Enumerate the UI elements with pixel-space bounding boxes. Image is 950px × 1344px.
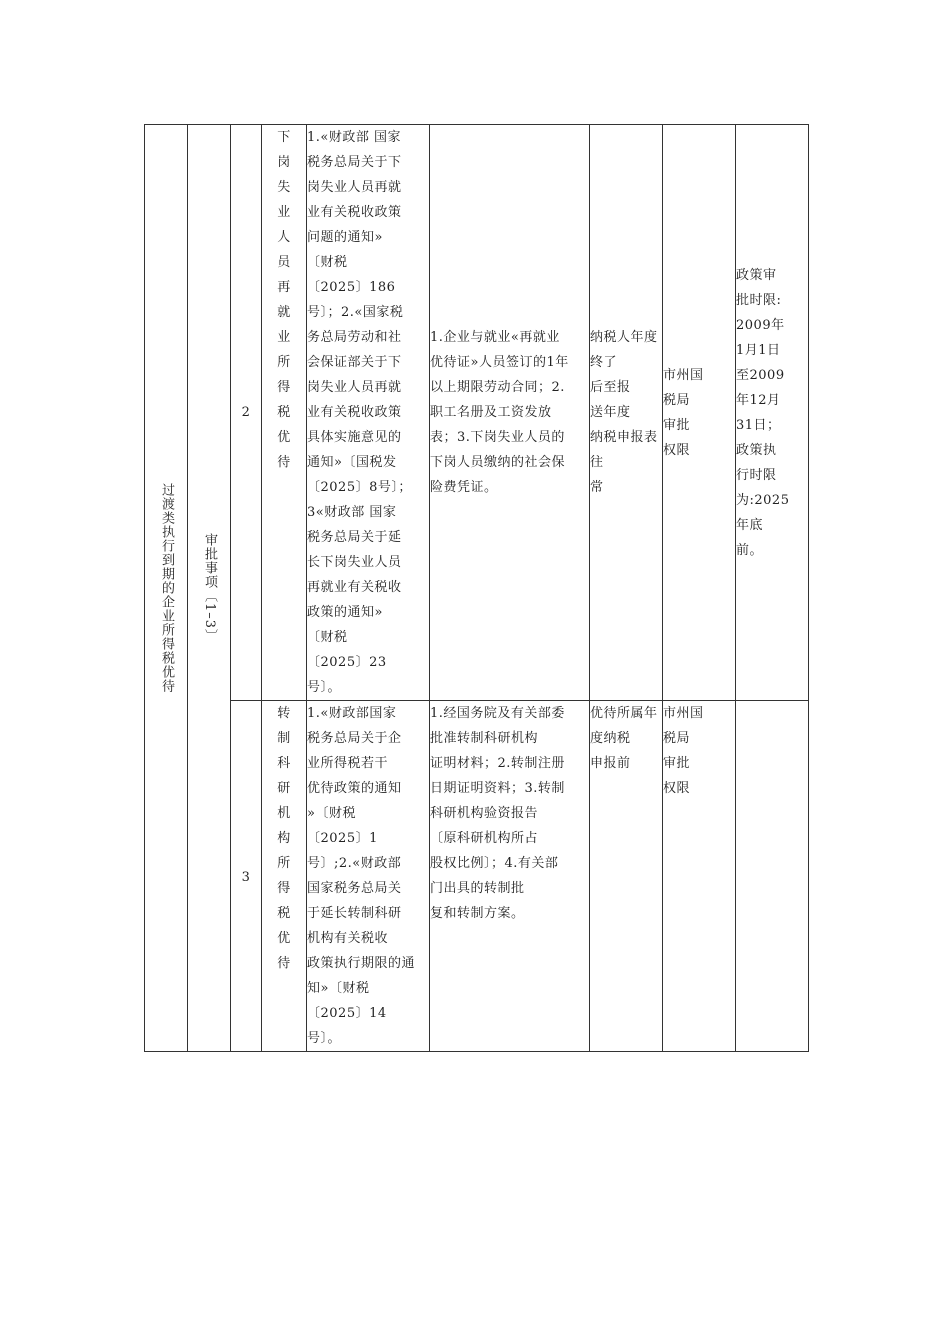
subcategory-cell <box>188 125 231 1052</box>
subcategory-label: 审批事项〔1–3〕 <box>202 532 217 644</box>
item-char: 所 <box>277 856 291 871</box>
item-char: 就 <box>277 305 291 320</box>
item-char: 机 <box>277 806 291 821</box>
row-number: 3 <box>231 701 262 1052</box>
policy-table <box>144 124 809 1052</box>
item-name-cell <box>262 125 307 701</box>
required-materials: 1.企业与就业«再就业 优待证»人员签订的1年 以上期限劳动合同；2. 职工名册及工资发放 表；3.下岗失业人员的 下岗人员缴纳的社会保 险费凭证。 <box>430 125 590 701</box>
item-char: 转 <box>277 706 291 721</box>
item-char: 优 <box>277 430 291 445</box>
category-cell <box>145 125 188 1052</box>
item-name-cell <box>262 701 307 1052</box>
item-char: 税 <box>277 405 291 420</box>
policy-basis: 1.«财政部 国家 税务总局关于下 岗失业人员再就 业有关税收政策 问题的通知» 〔财税 〔2025〕186 号〕；2.«国家税 务总局劳动和社 会保证部关于下 岗失业人员再就 业有关税收政策 具体实施意见的 通知»〔国税发 〔2025〕8号〕； 3«财政部 国家 税务总局关于延 长下岗失业人员 再就业有关税收 政策的通知» 〔财税 〔2025〕23 号〕。 <box>307 125 430 701</box>
item-char: 研 <box>277 781 291 796</box>
item-char: 税 <box>277 906 291 921</box>
item-char: 待 <box>277 956 291 971</box>
item-char: 科 <box>277 756 291 771</box>
approval-authority: 市州国 税局 审批 权限 <box>663 125 736 701</box>
submission-deadline: 纳税人年度终了 后至报 送年度 纳税申报表往 常 <box>590 125 663 701</box>
item-char: 员 <box>277 255 291 270</box>
policy-basis: 1.«财政部国家 税务总局关于企 业所得税若干 优待政策的通知 »〔财税 〔2025〕1 号〕;2.«财政部 国家税务总局关 于延长转制科研 机构有关税收 政策执行期限的通 知»〔财税 〔2025〕14 号〕。 <box>307 701 430 1052</box>
policy-period <box>736 701 809 1052</box>
item-char: 优 <box>277 931 291 946</box>
item-char: 得 <box>277 380 291 395</box>
item-char: 制 <box>277 731 291 746</box>
table-row <box>145 701 809 1052</box>
item-char: 人 <box>277 230 291 245</box>
category-label: 过渡类执行到期的企业所得税优待 <box>159 483 174 693</box>
item-char: 再 <box>277 280 291 295</box>
required-materials: 1.经国务院及有关部委 批准转制科研机构 证明材料；2.转制注册 日期证明资料；3.转制 科研机构验资报告 〔原科研机构所占 股权比例〕；4.有关部 门出具的转制批 复和转制方案。 <box>430 701 590 1052</box>
item-char: 得 <box>277 881 291 896</box>
item-char: 业 <box>277 205 291 220</box>
item-char: 构 <box>277 831 291 846</box>
table-row <box>145 125 809 701</box>
submission-deadline: 优待所属年 度纳税 申报前 <box>590 701 663 1052</box>
row-number: 2 <box>231 125 262 701</box>
item-char: 失 <box>277 180 291 195</box>
policy-period: 政策审 批时限: 2009年 1月1日 至2009 年12月 31日； 政策执 行时限 为:2025 年底 前。 <box>736 125 809 701</box>
item-char: 业 <box>277 330 291 345</box>
approval-authority: 市州国 税局 审批 权限 <box>663 701 736 1052</box>
item-char: 岗 <box>277 155 291 170</box>
item-char: 下 <box>277 130 291 145</box>
item-char: 所 <box>277 355 291 370</box>
item-char: 待 <box>277 455 291 470</box>
